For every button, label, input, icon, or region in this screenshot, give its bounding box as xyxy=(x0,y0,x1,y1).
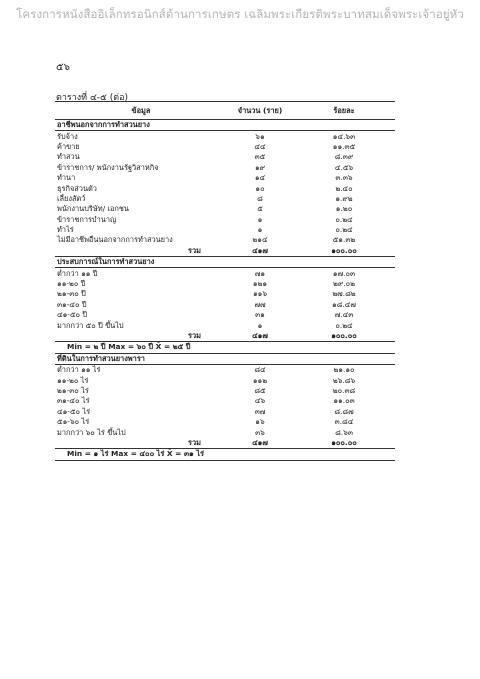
running-header: โครงการหนังสืออิเล็กทรอนิกส์ด้านการเกษตร เฉลิมพระเกียรติพระบาทสมเด็จพระเจ้าอยู่หัว xyxy=(16,7,464,21)
row-label: ข้าราชการ/ พนักงานรัฐวิสาหกิจ xyxy=(57,162,159,172)
row-percent: ๐.๒๔ xyxy=(335,225,353,235)
row-count: ๑๔ xyxy=(254,173,266,183)
header-cell: จำนวน (ราย) xyxy=(227,102,293,120)
row-count: ๒๑๔ xyxy=(252,235,268,245)
row-count: ๑๖ xyxy=(255,417,265,427)
table-row xyxy=(55,375,395,385)
row-label: เลี้ยงสัตว์ xyxy=(57,193,86,203)
row-count: ๖๑ xyxy=(255,131,265,141)
table-row xyxy=(55,183,395,193)
row-label: ๑๑-๒๐ ไร่ xyxy=(57,375,89,385)
total-count: ๔๑๗ xyxy=(227,438,293,449)
row-count: ๘ xyxy=(257,193,263,203)
total-label: รวม xyxy=(55,331,227,342)
row-percent: ๕๑.๓๒ xyxy=(332,235,356,245)
row-label: ๓๑-๔๐ ปี xyxy=(57,299,87,309)
row-percent: ๑.๒๐ xyxy=(335,204,353,214)
total-row xyxy=(55,331,395,342)
total-row xyxy=(55,246,395,257)
row-label: ๔๑-๕๐ ปี xyxy=(57,310,88,320)
row-percent: ๐.๒๔ xyxy=(335,214,353,224)
row-label: ทำไร่ xyxy=(57,225,74,235)
row-count: ๓๖ xyxy=(255,427,265,437)
row-label: ๑๑-๒๐ ปี xyxy=(57,279,86,289)
header-cell: ข้อมูล xyxy=(55,102,227,120)
row-label: ๔๑-๕๐ ไร่ xyxy=(57,406,91,416)
row-count: ๘๔ xyxy=(254,365,266,375)
table-row xyxy=(55,204,395,214)
table-caption-continued: (ต่อ) xyxy=(106,93,128,103)
summary-stats: Min = ๒ ปี Max = ๖๐ ปี X̄ = ๒๕ ปี xyxy=(55,342,395,353)
table-caption-number: ตารางที่ ๔-๕ xyxy=(56,93,107,103)
row-percent: ๒๖.๘๖ xyxy=(332,375,356,385)
table-row xyxy=(55,407,395,417)
page-number: ๕๖ xyxy=(56,62,70,73)
table-row xyxy=(55,163,395,173)
table-row xyxy=(55,279,395,289)
row-label: ๕๑-๖๐ ไร่ xyxy=(57,417,90,427)
row-percent: ๘.๖๓ xyxy=(335,427,353,437)
row-percent: ๑๗.๐๓ xyxy=(332,268,356,278)
row-count: ๕ xyxy=(257,204,263,214)
table-row xyxy=(55,142,395,152)
row-percent: ๒๐.๓๘ xyxy=(332,385,356,395)
row-label: ทำสวน xyxy=(57,152,80,162)
row-count: ๔๖ xyxy=(254,396,266,406)
row-percent: ๑๑.๐๓ xyxy=(333,396,355,406)
table-row xyxy=(55,300,395,310)
table-row xyxy=(55,310,395,320)
row-label: รับจ้าง xyxy=(57,131,78,141)
table-row xyxy=(55,427,395,437)
row-label: ๓๑-๔๐ ไร่ xyxy=(57,396,90,406)
total-count: ๔๑๗ xyxy=(227,246,293,257)
row-percent: ๑๔.๖๓ xyxy=(332,131,356,141)
row-label: มากกว่า ๕๐ ปี ขึ้นไป xyxy=(57,320,124,330)
row-count: ๑ xyxy=(257,214,263,224)
section-title: ประสบการณ์ในการทำสวนยาง xyxy=(55,257,395,268)
row-count: ๑๒๑ xyxy=(252,279,268,289)
row-percent: ๗.๔๓ xyxy=(334,310,354,320)
data-table xyxy=(55,101,395,461)
row-label: ๒๑-๓๐ ปี xyxy=(57,289,86,299)
row-percent: ๒๙.๐๒ xyxy=(332,279,356,289)
section-title: อาชีพนอกจากการทำสวนยาง xyxy=(55,120,395,131)
row-percent: ๘.๓๙ xyxy=(334,152,354,162)
section-title: ที่ดินในการทำสวนยางพารา xyxy=(55,353,395,364)
row-percent: ๒๗.๘๒ xyxy=(332,289,356,299)
row-count: ๑๐ xyxy=(255,183,265,193)
row-label: ต่ำกว่า ๑๑ ไร่ xyxy=(57,365,101,375)
section-header-row xyxy=(55,353,395,364)
table-row xyxy=(55,173,395,183)
row-count: ๗๗ xyxy=(254,299,266,309)
row-label: ข้าราชการบำนาญ xyxy=(57,214,117,224)
row-label: ไม่มีอาชีพอื่นนอกจากการทำสวนยาง xyxy=(57,235,173,245)
row-count: ๑๑๖ xyxy=(252,289,268,299)
total-label: รวม xyxy=(55,246,227,257)
table-row xyxy=(55,225,395,235)
row-count: ๗๑ xyxy=(254,268,266,278)
table-body xyxy=(55,120,395,461)
table-row xyxy=(55,131,395,142)
row-percent: ๑๘.๔๗ xyxy=(332,299,356,309)
row-percent: ๑๑.๓๕ xyxy=(332,141,356,151)
row-percent: ๓.๘๔ xyxy=(334,417,354,427)
row-count: ๑๑๒ xyxy=(252,375,268,385)
row-label: มากกว่า ๖๐ ไร่ ขึ้นไป xyxy=(57,427,126,437)
summary-stats: Min = ๑ ไร่ Max = ๔๐๐ ไร่ X̄ = ๓๑ ไร่ xyxy=(55,449,395,460)
table-row xyxy=(55,289,395,299)
total-count: ๔๑๗ xyxy=(227,331,293,342)
row-count: ๓๑ xyxy=(255,310,265,320)
table-header-row xyxy=(55,102,395,120)
table-row xyxy=(55,194,395,204)
total-percent: ๑๐๐.๐๐ xyxy=(293,331,395,342)
table-row xyxy=(55,152,395,162)
table-row xyxy=(55,235,395,245)
total-label: รวม xyxy=(55,438,227,449)
row-percent: ๘.๘๗ xyxy=(334,406,354,416)
row-count: ๑ xyxy=(257,320,263,330)
row-percent: ๔.๕๖ xyxy=(334,162,354,172)
row-count: ๑ xyxy=(257,225,263,235)
row-label: ทำนา xyxy=(57,173,76,183)
total-percent: ๑๐๐.๐๐ xyxy=(293,246,395,257)
section-header-row xyxy=(55,257,395,268)
table-row xyxy=(55,386,395,396)
row-percent: ๑.๙๒ xyxy=(335,193,353,203)
table-row xyxy=(55,320,395,330)
summary-row xyxy=(55,449,395,460)
row-percent: ๒๑.๑๐ xyxy=(333,365,355,375)
table-row xyxy=(55,364,395,375)
row-label: ต่ำกว่า ๑๑ ปี xyxy=(57,268,98,278)
total-row xyxy=(55,438,395,449)
table-row xyxy=(55,215,395,225)
row-label: ค้าขาย xyxy=(57,141,80,151)
row-count: ๓๕ xyxy=(254,152,266,162)
table-row xyxy=(55,268,395,279)
section-header-row xyxy=(55,120,395,131)
row-percent: ๐.๒๔ xyxy=(335,320,353,330)
row-label: ๒๑-๓๐ ไร่ xyxy=(57,385,89,395)
row-label: พนักงานบริษัท/ เอกชน xyxy=(57,204,129,214)
table-row xyxy=(55,396,395,406)
row-count: ๓๗ xyxy=(254,406,266,416)
total-percent: ๑๐๐.๐๐ xyxy=(293,438,395,449)
table-row xyxy=(55,417,395,427)
row-count: ๘๕ xyxy=(254,385,266,395)
row-count: ๔๔ xyxy=(254,141,266,151)
row-label: ธุรกิจส่วนตัว xyxy=(57,183,97,193)
row-percent: ๓.๓๖ xyxy=(335,173,353,183)
header-cell: ร้อยละ xyxy=(293,102,395,120)
summary-row xyxy=(55,342,395,353)
row-count: ๑๙ xyxy=(254,162,266,172)
row-percent: ๒.๔๐ xyxy=(335,183,353,193)
